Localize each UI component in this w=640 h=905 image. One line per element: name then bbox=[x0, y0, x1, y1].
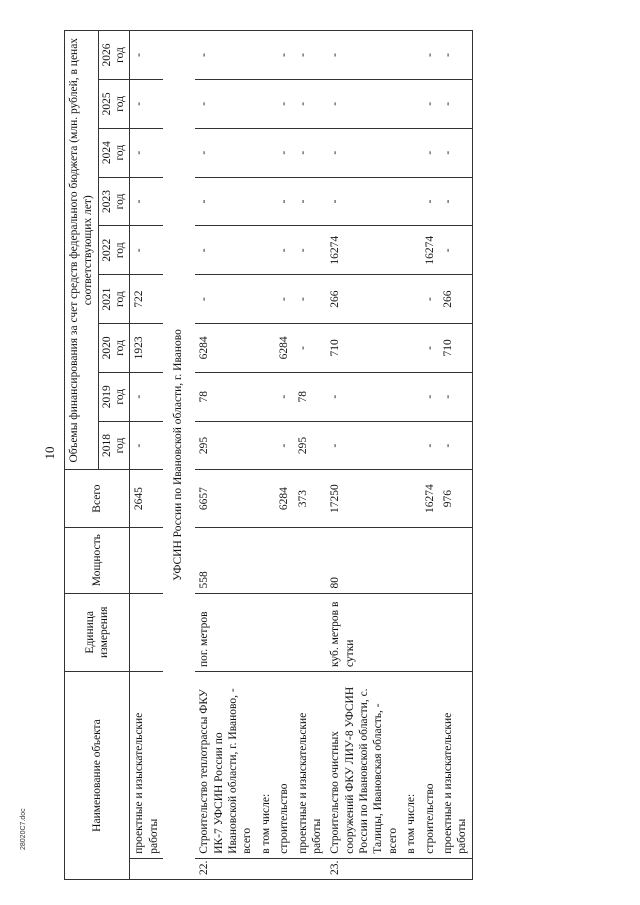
year-value-cell bbox=[402, 372, 420, 421]
year-value-cell: - bbox=[421, 275, 439, 324]
year-value-cell: - bbox=[421, 177, 439, 226]
year-value-cell: 722 bbox=[130, 275, 163, 324]
capacity-cell bbox=[402, 527, 420, 593]
year-value-cell: - bbox=[439, 128, 472, 177]
unit-cell: пог. метров bbox=[195, 593, 257, 672]
header-year: 2018 год bbox=[98, 421, 129, 470]
total-cell: 976 bbox=[439, 470, 472, 527]
funding-table bbox=[64, 30, 473, 880]
object-name: строительство bbox=[421, 672, 439, 859]
year-value-cell: - bbox=[195, 275, 257, 324]
row-number bbox=[130, 858, 163, 879]
year-value-cell bbox=[257, 275, 275, 324]
year-value-cell: - bbox=[275, 31, 293, 80]
year-value-cell: 710 bbox=[439, 324, 472, 373]
total-cell: 16274 bbox=[421, 470, 439, 527]
object-name: Строительство очистных сооружений ФКУ ЛИУ-8 УФСИН России по Ивановской области, с. Талицы, Ивановская область, - всего bbox=[326, 672, 402, 859]
year-value-cell: - bbox=[195, 226, 257, 275]
year-value-cell bbox=[257, 324, 275, 373]
year-value-cell bbox=[402, 275, 420, 324]
capacity-cell bbox=[439, 527, 472, 593]
year-value-cell: - bbox=[275, 421, 293, 470]
year-value-cell: - bbox=[326, 372, 402, 421]
year-value-cell: - bbox=[294, 79, 327, 128]
capacity-cell bbox=[421, 527, 439, 593]
total-cell: 373 bbox=[294, 470, 327, 527]
year-value-cell: - bbox=[275, 177, 293, 226]
table-row bbox=[439, 31, 472, 880]
unit-cell bbox=[421, 593, 439, 672]
capacity-cell: 558 bbox=[195, 527, 257, 593]
header-name: Наименование объекта bbox=[65, 672, 130, 880]
section-heading: УФСИН России по Ивановской области, г. Иваново bbox=[163, 31, 195, 880]
year-value-cell: - bbox=[439, 79, 472, 128]
year-value-cell: - bbox=[421, 128, 439, 177]
header-year: 2024 год bbox=[98, 128, 129, 177]
total-cell bbox=[257, 470, 275, 527]
row-number bbox=[402, 858, 420, 879]
year-value-cell bbox=[402, 79, 420, 128]
object-name: в том числе: bbox=[257, 672, 275, 859]
object-name: строительство bbox=[275, 672, 293, 859]
object-name: в том числе: bbox=[402, 672, 420, 859]
year-value-cell: - bbox=[195, 79, 257, 128]
year-value-cell: - bbox=[130, 31, 163, 80]
total-cell: 17250 bbox=[326, 470, 402, 527]
year-value-cell: - bbox=[294, 177, 327, 226]
header-year: 2025 год bbox=[98, 79, 129, 128]
header-year: 2022 год bbox=[98, 226, 129, 275]
object-name: проектные и изыскательские работы bbox=[294, 672, 327, 859]
year-value-cell bbox=[402, 324, 420, 373]
header-year: 2026 год bbox=[98, 31, 129, 80]
unit-cell bbox=[130, 593, 163, 672]
unit-cell bbox=[439, 593, 472, 672]
total-cell: 6284 bbox=[275, 470, 293, 527]
year-value-cell bbox=[402, 421, 420, 470]
year-value-cell: - bbox=[275, 79, 293, 128]
row-number bbox=[294, 858, 327, 879]
year-value-cell: - bbox=[130, 128, 163, 177]
table-row bbox=[195, 31, 257, 880]
row-number: 23. bbox=[326, 858, 402, 879]
year-value-cell bbox=[402, 31, 420, 80]
year-value-cell: - bbox=[275, 128, 293, 177]
year-value-cell: - bbox=[275, 372, 293, 421]
year-value-cell bbox=[257, 79, 275, 128]
year-value-cell bbox=[257, 372, 275, 421]
capacity-cell: 80 bbox=[326, 527, 402, 593]
object-name: Строительство теплотрассы ФКУ ИК-7 УФСИН России по Ивановской области, г. Иваново, - всего bbox=[195, 672, 257, 859]
year-value-cell: - bbox=[439, 372, 472, 421]
capacity-cell bbox=[130, 527, 163, 593]
table-row bbox=[130, 31, 163, 880]
object-name: проектные и изыскательские работы bbox=[439, 672, 472, 859]
year-value-cell: - bbox=[130, 226, 163, 275]
row-number: 22. bbox=[195, 858, 257, 879]
year-value-cell: - bbox=[275, 275, 293, 324]
year-value-cell bbox=[257, 177, 275, 226]
year-value-cell: - bbox=[439, 31, 472, 80]
capacity-cell bbox=[275, 527, 293, 593]
rotated-sheet bbox=[64, 30, 584, 880]
year-value-cell: - bbox=[130, 421, 163, 470]
year-value-cell: 16274 bbox=[326, 226, 402, 275]
capacity-cell bbox=[257, 527, 275, 593]
year-value-cell: 295 bbox=[195, 421, 257, 470]
row-number bbox=[257, 858, 275, 879]
year-value-cell: - bbox=[294, 324, 327, 373]
year-value-cell: - bbox=[195, 177, 257, 226]
object-name: проектные и изыскательские работы bbox=[130, 672, 163, 859]
year-value-cell: - bbox=[421, 31, 439, 80]
capacity-cell bbox=[294, 527, 327, 593]
year-value-cell: - bbox=[421, 421, 439, 470]
header-year: 2020 год bbox=[98, 324, 129, 373]
year-value-cell: - bbox=[130, 79, 163, 128]
year-value-cell bbox=[402, 226, 420, 275]
total-cell: 2645 bbox=[130, 470, 163, 527]
year-value-cell: 6284 bbox=[195, 324, 257, 373]
year-value-cell bbox=[402, 177, 420, 226]
header-total: Всего bbox=[65, 470, 130, 527]
unit-cell bbox=[294, 593, 327, 672]
unit-cell bbox=[257, 593, 275, 672]
year-value-cell bbox=[257, 31, 275, 80]
header-year: 2019 год bbox=[98, 372, 129, 421]
year-value-cell: - bbox=[326, 79, 402, 128]
row-number bbox=[275, 858, 293, 879]
total-cell: 6657 bbox=[195, 470, 257, 527]
year-value-cell: - bbox=[294, 128, 327, 177]
year-value-cell: 78 bbox=[294, 372, 327, 421]
year-value-cell: - bbox=[439, 421, 472, 470]
header-capacity: Мощность bbox=[65, 527, 130, 593]
year-value-cell: 266 bbox=[439, 275, 472, 324]
header-year: 2023 год bbox=[98, 177, 129, 226]
year-value-cell bbox=[257, 128, 275, 177]
year-value-cell: - bbox=[195, 31, 257, 80]
year-value-cell: - bbox=[421, 372, 439, 421]
row-number bbox=[421, 858, 439, 879]
year-value-cell: - bbox=[130, 177, 163, 226]
unit-cell bbox=[402, 593, 420, 672]
year-value-cell: - bbox=[326, 128, 402, 177]
year-value-cell: 16274 bbox=[421, 226, 439, 275]
year-value-cell: 1923 bbox=[130, 324, 163, 373]
table-row bbox=[326, 31, 402, 880]
year-value-cell bbox=[402, 128, 420, 177]
year-value-cell: 78 bbox=[195, 372, 257, 421]
year-value-cell: - bbox=[294, 275, 327, 324]
footer-code: 28020C7.doc bbox=[20, 808, 27, 850]
unit-cell: куб. метров в сутки bbox=[326, 593, 402, 672]
year-value-cell: 6284 bbox=[275, 324, 293, 373]
year-value-cell bbox=[257, 226, 275, 275]
table-row bbox=[275, 31, 293, 880]
table-row bbox=[402, 31, 420, 880]
table-row bbox=[257, 31, 275, 880]
header-year: 2021 год bbox=[98, 275, 129, 324]
year-value-cell: 266 bbox=[326, 275, 402, 324]
year-value-cell: - bbox=[294, 226, 327, 275]
total-cell bbox=[402, 470, 420, 527]
year-value-cell: - bbox=[439, 226, 472, 275]
year-value-cell: 710 bbox=[326, 324, 402, 373]
year-value-cell: - bbox=[326, 177, 402, 226]
year-value-cell: - bbox=[195, 128, 257, 177]
year-value-cell: - bbox=[326, 421, 402, 470]
header-funding-group: Объемы финансирования за счет средств федерального бюджета (млн. рублей, в ценах соответствующих лет) bbox=[65, 31, 99, 470]
table-row bbox=[421, 31, 439, 880]
year-value-cell: - bbox=[326, 31, 402, 80]
year-value-cell: - bbox=[421, 324, 439, 373]
table-row bbox=[294, 31, 327, 880]
year-value-cell bbox=[257, 421, 275, 470]
page-number: 10 bbox=[42, 446, 57, 460]
year-value-cell: - bbox=[294, 31, 327, 80]
year-value-cell: - bbox=[421, 79, 439, 128]
row-number bbox=[439, 858, 472, 879]
year-value-cell: - bbox=[130, 372, 163, 421]
year-value-cell: - bbox=[439, 177, 472, 226]
year-value-cell: 295 bbox=[294, 421, 327, 470]
unit-cell bbox=[275, 593, 293, 672]
header-unit: Единица измерения bbox=[65, 593, 130, 672]
year-value-cell: - bbox=[275, 226, 293, 275]
